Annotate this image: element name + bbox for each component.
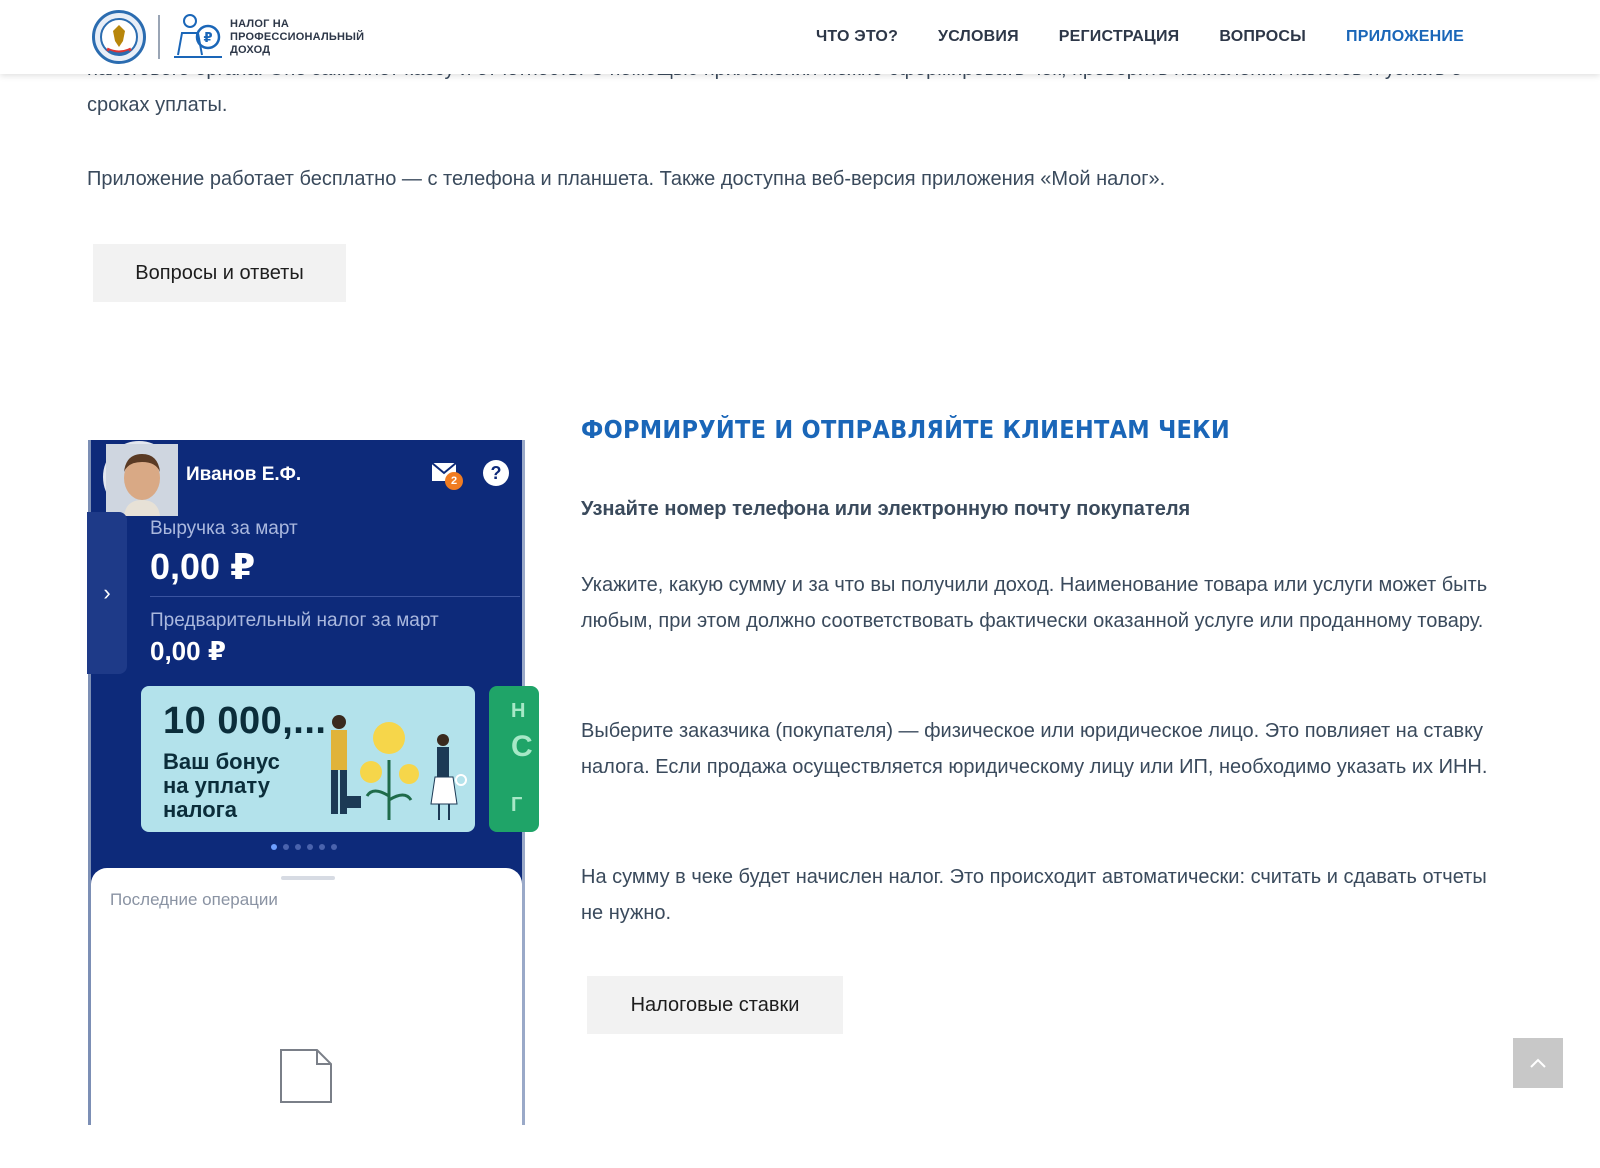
help-icon: ? [483, 460, 509, 486]
carousel-dot [271, 844, 277, 850]
nav-item-registration[interactable]: РЕГИСТРАЦИЯ [1058, 28, 1180, 45]
bonus-amount: 10 000,... [163, 700, 327, 742]
tax-rates-button[interactable]: Налоговые ставки [587, 976, 843, 1034]
user-name: Иванов Е.Ф. [186, 464, 302, 485]
svg-text:₽: ₽ [203, 31, 213, 46]
revenue-label: Выручка за март [150, 518, 298, 539]
divider [150, 596, 520, 597]
paragraph-tax: На сумму в чеке будет начислен налог. Это происходит автоматически: считать и сдавать отчеты не нужно. [581, 866, 1487, 924]
tax-label: Предварительный налог за март [150, 610, 439, 631]
nav-item-conditions[interactable]: УСЛОВИЯ [938, 28, 1019, 45]
carousel-dot [283, 844, 289, 850]
carousel-dot [331, 844, 337, 850]
paragraph-customer: Выберите заказчика (покупателя) — физическое или юридическое лицо. Это повлияет на ставку налога. Если продажа осуществляется юридическому лицу или ИП, необходимо указать их ИНН. [581, 720, 1488, 778]
fns-emblem-icon [92, 10, 146, 64]
intro-paragraph: Приложение работает бесплатно — с телефона и планшета. Также доступна веб-версия приложения «Мой налог». [87, 168, 1166, 190]
nav-item-what[interactable]: ЧТО ЭТО? [815, 28, 899, 45]
next-card-peek: Н С Г [489, 686, 539, 832]
intro-text-line: сроках уплаты. [87, 94, 228, 116]
site-logo[interactable] [92, 8, 364, 66]
logo-text: НАЛОГ НА ПРОФЕССИОНАЛЬНЫЙ ДОХОД [230, 17, 365, 56]
section-subheading: Узнайте номер телефона или электронную почту покупателя [581, 498, 1191, 520]
carousel-dots [271, 844, 337, 850]
bonus-card [141, 686, 475, 832]
carousel-dot [307, 844, 313, 850]
sheet-handle [281, 876, 335, 880]
logo-divider [158, 15, 160, 59]
recent-operations-title: Последние операции [110, 890, 278, 909]
bonus-text: Ваш бонус на уплату налога [163, 749, 280, 822]
carousel-dot [295, 844, 301, 850]
notification-badge: 2 [445, 472, 463, 490]
nav-item-questions[interactable]: ВОПРОСЫ [1219, 28, 1306, 45]
document-icon [279, 1048, 333, 1104]
main-nav [816, 0, 1464, 74]
chevron-up-icon [1529, 1057, 1547, 1069]
nav-item-app[interactable]: ПРИЛОЖЕНИЕ [1346, 28, 1464, 45]
revenue-value: 0,00 ₽ [150, 546, 256, 587]
avatar [103, 441, 175, 513]
tax-value: 0,00 ₽ [150, 636, 226, 666]
carousel-dot [319, 844, 325, 850]
chevron-right-icon: › [87, 512, 127, 674]
faq-button[interactable]: Вопросы и ответы [93, 244, 346, 302]
paragraph-amount: Укажите, какую сумму и за что вы получили доход. Наименование товара или услуги может быть любым, при этом должно соответствовать фактически оказанной услуге или проданному товару. [581, 574, 1488, 632]
scroll-to-top-button[interactable] [1513, 1038, 1563, 1088]
site-header [0, 0, 1600, 74]
npd-logo-icon [172, 11, 224, 63]
bonus-illustration [311, 700, 471, 828]
recent-operations-sheet [91, 868, 522, 1168]
section-title: ФОРМИРУЙТЕ И ОТПРАВЛЯЙТЕ КЛИЕНТАМ ЧЕКИ [581, 415, 1230, 444]
app-screenshot [88, 440, 533, 1125]
